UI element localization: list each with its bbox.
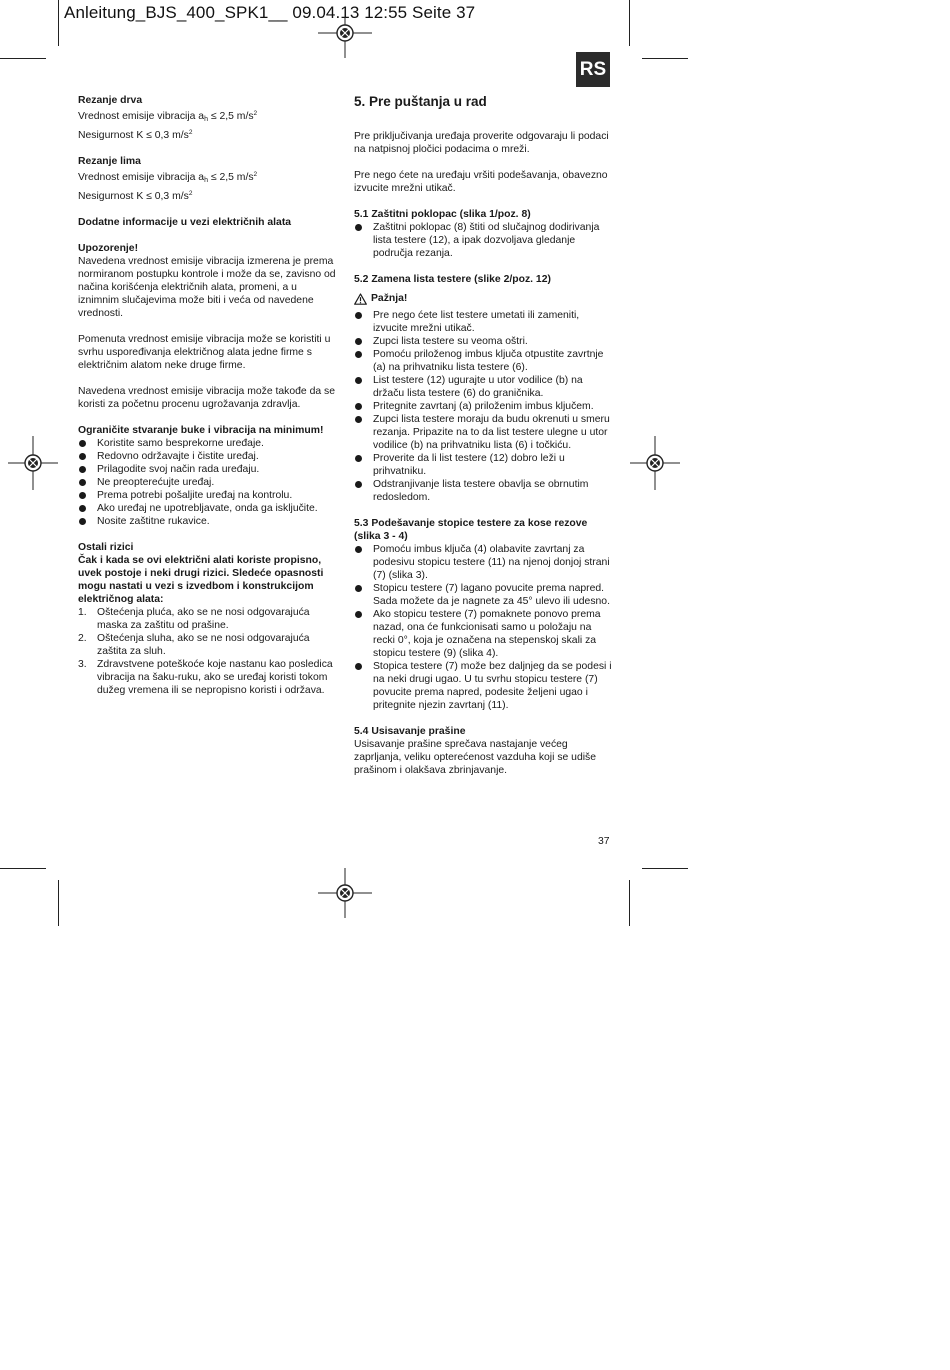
bullet-dot-icon (355, 663, 362, 670)
crop-mark (58, 0, 59, 46)
ostali-list (78, 606, 336, 697)
bullet-dot-icon (79, 479, 86, 486)
crop-mark (642, 868, 688, 869)
registration-mark-icon (318, 8, 372, 58)
bullet-dot-icon (355, 338, 362, 345)
rezanje-lima-uncertainty: Nesigurnost K ≤ 0,3 $m/s^2$ (78, 190, 193, 202)
list-item: Stopica testere (7) može bez daljnjeg da se podesi i na neki drugi ugao. U tu svrhu stopicu testere (7) povucite prema napred, podesite željeni ugao i pritegnite njezin zavrtanj (11). (354, 660, 612, 712)
section-5-3-list (354, 543, 612, 712)
rezanje-lima-vibration: Vrednost emisije vibracija $a_h \le 2,5$ $m/s^2$ (78, 171, 258, 184)
list-item: Zupci lista testere moraju da budu okrenuti u smeru rezanja. Pripazite na to da list testere ulegne u utor vodilice (b) na prihvatniku lista (6) i točkiću. (354, 413, 612, 452)
list-item: Pomoću priloženog imbus ključa otpustite zavrtnje (a) na prihvatniku lista testere (6). (354, 348, 612, 374)
bullet-dot-icon (355, 546, 362, 553)
list-item: Koristite samo besprekorne uređaje. (78, 437, 336, 450)
bullet-dot-icon (355, 403, 362, 410)
list-item: Nosite zaštitne rukavice. (78, 515, 336, 528)
section-5-2-title: 5.2 Zamena lista testere (slike 2/poz. 12) (354, 274, 551, 285)
list-item: Pritegnite zavrtanj (a) priloženim imbus ključem. (354, 400, 612, 413)
ogranicite-list (78, 437, 336, 528)
rezanje-drva-title: Rezanje drva (78, 95, 143, 106)
left-column (78, 94, 336, 697)
list-item: Ako stopicu testere (7) pomaknete ponovo prema nazad, ona će funkcionisati samo u položaju na recki 0°, koja je označena na stepenskoj skali za stopicu testere (9) (slika 4). (354, 608, 612, 660)
section-5-1-title: 5.1 Zaštitni poklopac (slika 1/poz. 8) (354, 209, 531, 220)
rezanje-drva-uncertainty: Nesigurnost K ≤ 0,3 $m/s^2$ (78, 129, 193, 141)
list-item: Zaštitni poklopac (8) štiti od slučajnog dodirivanja lista testere (12), a ipak dozvoljava gledanje područja rezanja. (354, 221, 612, 260)
crop-mark (0, 868, 46, 869)
bullet-dot-icon (355, 481, 362, 488)
ostali-title: Ostali rizici (78, 542, 134, 553)
list-item: Pre nego ćete list testere umetati ili zameniti, izvucite mrežni utikač. (354, 309, 612, 335)
list-item: 1. Oštećenja pluća, ako se ne nosi odgovarajuća maska za zaštitu od prašine. (78, 607, 310, 631)
registration-mark-icon (630, 436, 680, 490)
bullet-dot-icon (355, 351, 362, 358)
list-item: List testere (12) ugurajte u utor vodilice (b) na držaču lista testere (6) do graničnika. (354, 374, 612, 400)
list-item: Ne preopterećujte uređaj. (78, 476, 336, 489)
registration-mark-icon (8, 436, 58, 490)
crop-mark (58, 880, 59, 926)
bullet-dot-icon (355, 377, 362, 384)
intro-text-1: Pre priključivanja uređaja proverite odgovaraju li podaci na natpisnoj pločici podacima o mreži. (354, 131, 609, 155)
section-5-3-title: 5.3 Podešavanje stopice testere za kose rezove (slika 3 - 4) (354, 517, 588, 542)
section-title: 5. Pre puštanja u rad (354, 94, 487, 109)
bullet-dot-icon (79, 453, 86, 460)
navedena-text: Navedena vrednost emisije vibracija može takođe da se koristi za početnu procenu ugrožavanja zdravlja. (78, 386, 336, 410)
bullet-dot-icon (355, 224, 362, 231)
crop-mark (629, 880, 630, 926)
intro-text-2: Pre nego ćete na uređaju vršiti podešavanja, obavezno izvucite mrežni utikač. (354, 170, 608, 194)
list-item: Prilagodite svoj način rada uređaju. (78, 463, 336, 476)
ogranicite-title: Ograničite stvaranje buke i vibracija na minimum! (78, 425, 324, 436)
bullet-dot-icon (355, 416, 362, 423)
list-item: Stopicu testere (7) lagano povucite prema napred. Sada možete da je nagnete za 45° ulevo ili udesno. (354, 582, 612, 608)
right-column (354, 94, 612, 777)
section-5-1-list (354, 221, 612, 260)
bullet-dot-icon (355, 585, 362, 592)
language-badge: RS (576, 52, 610, 87)
bullet-dot-icon (79, 440, 86, 447)
bullet-dot-icon (79, 492, 86, 499)
bullet-dot-icon (355, 455, 362, 462)
bullet-dot-icon (79, 518, 86, 525)
list-item: 3. Zdravstvene poteškoće koje nastanu kao posledica vibracija na šaku-ruku, ako se uređaj koristi tokom dužeg vremena ili se nepropisno koristi i održava. (78, 659, 333, 696)
section-5-4-text: Usisavanje prašine sprečava nastajanje većeg zaprljanja, veliku opterećenost vazduha koji se udiše prašinom i olakšava zbrinjavanje. (354, 738, 597, 776)
list-item: Redovno održavajte i čistite uređaj. (78, 450, 336, 463)
section-5-2-list (354, 309, 612, 504)
ostali-intro: Čak i kada se ovi električni alati koriste propisno, uvek postoje i neki drugi rizici. Sledeće opasnosti mogu nastati u vezi s izvedbom i konstrukcijom električnog alata: (78, 555, 324, 605)
rezanje-drva-vibration: Vrednost emisije vibracija $a_h \le 2,5$ $m/s^2$ (78, 110, 258, 123)
list-item: Pomoću imbus ključa (4) olabavite zavrtanj za podesivu stopicu testere (11) na njenoj donjoj strani (7) (slika 3). (354, 543, 612, 582)
crop-mark (0, 58, 46, 59)
print-header: Anleitung_BJS_400_SPK1__ 09.04.13 12:55 Seite 37 (64, 3, 476, 22)
upozorenje-text: Navedena vrednost emisije vibracija izmerena je prema normiranom postupku kontrole i može da se, zavisno od načina korišćenja električnih alata, promeni, a u iznimnim slučajevima može biti i veća od navedene vrednosti. (78, 256, 336, 319)
bullet-dot-icon (79, 466, 86, 473)
warning-triangle-icon (354, 293, 367, 305)
registration-mark-icon (318, 868, 372, 918)
upozorenje-title: Upozorenje! (78, 243, 139, 254)
list-item: Zupci lista testere su veoma oštri. (354, 335, 612, 348)
bullet-dot-icon (79, 505, 86, 512)
list-item: 2. Oštećenja sluha, ako se ne nosi odgovarajuća zaštita za sluh. (78, 633, 310, 657)
list-item: Odstranjivanje lista testere obavlja se obrnutim redosledom. (354, 478, 612, 504)
bullet-dot-icon (355, 312, 362, 319)
warning-line (354, 292, 612, 309)
section-5-4-title: 5.4 Usisavanje prašine (354, 725, 466, 737)
list-item: Prema potrebi pošaljite uređaj na kontrolu. (78, 489, 336, 502)
list-item: Proverite da li list testere (12) dobro leži u prihvatniku. (354, 452, 612, 478)
pomenuta-text: Pomenuta vrednost emisije vibracija može se koristiti u svrhu uspoređivanja električnog alata jedne firme s električnim alatom neke druge firme. (78, 334, 331, 371)
warning-label: Pažnja! (371, 293, 408, 304)
crop-mark (642, 58, 688, 59)
dodatne-title: Dodatne informacije u vezi električnih alata (78, 217, 292, 228)
list-item: Ako uređaj ne upotrebljavate, onda ga isključite. (78, 502, 336, 515)
crop-mark (629, 0, 630, 46)
page-number: 37 (598, 836, 610, 847)
bullet-dot-icon (355, 611, 362, 618)
rezanje-lima-title: Rezanje lima (78, 156, 141, 167)
